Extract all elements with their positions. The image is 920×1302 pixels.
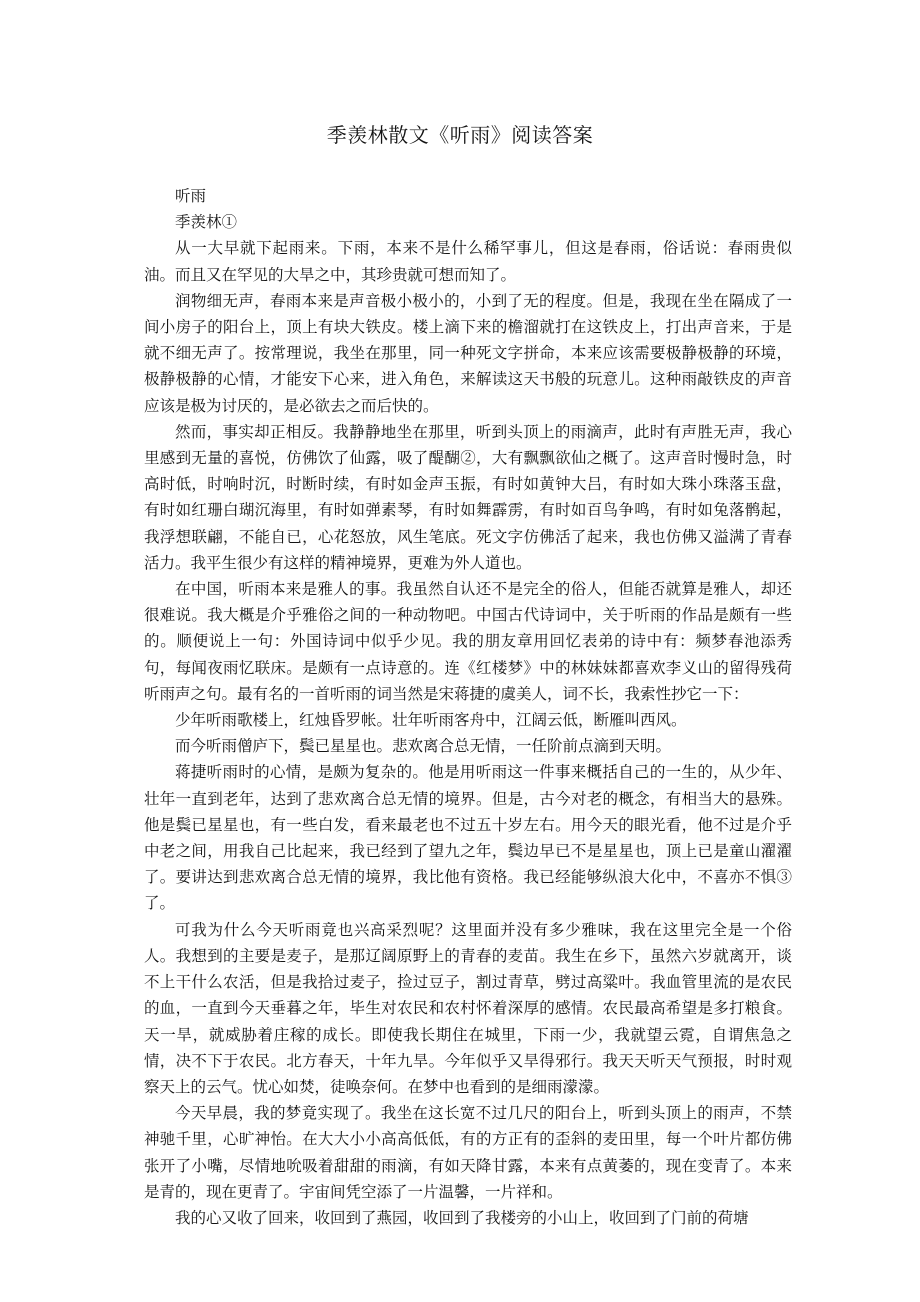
paragraph: 从一大早就下起雨来。下雨，本来不是什么稀罕事儿，但这是春雨，俗话说：春雨贵似油。而且又在罕见的大旱之中，其珍贵就可想而知了。	[144, 239, 792, 284]
paragraph: 然而，事实却正相反。我静静地坐在那里，听到头顶上的雨滴声，此时有声胜无声，我心里感到无量的喜悦，仿佛饮了仙露，吸了醍醐②，大有飘飘欲仙之概了。这声音时慢时急，时高时低，时响时沉，时断时续，有时如金声玉振，有时如黄钟大吕，有时如大珠小珠落玉盘，有时如红珊白瑚沉海里，有时如弹素琴，有时如舞霹雳，有时如百鸟争鸣，有时如兔落鹘起，我浮想联翩，不能自已，心花怒放，风生笔底。死文字仿佛活了起来，我也仿佛又溢满了青春活力。我平生很少有这样的精神境界，更难为外人道也。	[144, 422, 792, 572]
paragraph: 今天早晨，我的梦竟实现了。我坐在这长宽不过几尺的阳台上，听到头顶上的雨声，不禁神驰千里，心旷神怡。在大大小小高高低低，有的方正有的歪斜的麦田里，每一个叶片都仿佛张开了小嘴，尽情地吮吸着甜甜的雨滴，有如天降甘露，本来有点黄萎的，现在变青了。本来是青的，现在更青了。宇宙间凭空添了一片温馨，一片祥和。	[144, 1104, 792, 1201]
article-body	[144, 183, 792, 1231]
document-title: 季羡林散文《听雨》阅读答案	[326, 123, 594, 147]
paragraph: 在中国，听雨本来是雅人的事。我虽然自认还不是完全的俗人，但能否就算是雅人，却还很难说。我大概是介乎雅俗之间的一种动物吧。中国古代诗词中，关于听雨的作品是颇有一些的。顺便说上一句：外国诗词中似乎少见。我的朋友章用回忆表弟的诗中有：频梦春池添秀句，每闻夜雨忆联床。是颇有一点诗意的。连《红楼梦》中的林妹妹都喜欢李义山的留得残荷听雨声之句。最有名的一首听雨的词当然是宋蒋捷的虞美人，词不长，我索性抄它一下：	[144, 580, 792, 703]
essay-title: 听雨	[175, 187, 207, 205]
poem-line: 而今听雨僧庐下，鬓已星星也。悲欢离合总无情，一任阶前点滴到天明。	[175, 737, 672, 756]
paragraph: 润物细无声，春雨本来是声音极小极小的，小到了无的程度。但是，我现在坐在隔成了一间小房子的阳台上，顶上有块大铁皮。楼上滴下来的檐溜就打在这铁皮上，打出声音来，于是就不细无声了。按常理说，我坐在那里，同一种死文字拼命，本来应该需要极静极静的环境，极静极静的心情，才能安下心来，进入角色，来解读这天书般的玩意儿。这种雨敲铁皮的声音应该是极为讨厌的，是必欲去之而后快的。	[144, 291, 792, 415]
paragraph: 蒋捷听雨时的心情，是颇为复杂的。他是用听雨这一件事来概括自己的一生的，从少年、壮年一直到老年，达到了悲欢离合总无情的境界。但是，古今对老的概念，有相当大的悬殊。他是鬓已星星也，有一些白发，看来最老也不过五十岁左右。用今天的眼光看，他不过是介乎中老之间，用我自己比起来，我已经到了望九之年，鬓边早已不是星星也，顶上已是童山濯濯了。要讲达到悲欢离合总无情的境界，我比他有资格。我已经能够纵浪大化中，不喜亦不惧③了。	[144, 763, 792, 913]
author-line: 季羡林①	[175, 213, 238, 232]
poem-line: 少年听雨歌楼上，红烛昏罗帐。壮年听雨客舟中，江阔云低，断雁叫西风。	[175, 711, 687, 730]
paragraph: 我的心又收了回来，收回到了燕园，收回到了我楼旁的小山上，收回到了门前的荷塘	[175, 1208, 749, 1227]
paragraph: 可我为什么今天听雨竟也兴高采烈呢？这里面并没有多少雅味，我在这里完全是一个俗人。我想到的主要是麦子，是那辽阔原野上的青春的麦苗。我生在乡下，虽然六岁就离开，谈不上干什么农活，但是我拾过麦子，捡过豆子，割过青草，劈过高粱叶。我血管里流的是农民的血，一直到今天垂暮之年，毕生对农民和农村怀着深厚的感情。农民最高希望是多打粮食。天一旱，就威胁着庄稼的成长。即使我长期住在城里，下雨一少，我就望云霓，自谓焦急之情，决不下于农民。北方春天，十年九旱。今年似乎又旱得邪行。我天天听天气预报，时时观察天上的云气。忧心如焚，徒唤奈何。在梦中也看到的是细雨濛濛。	[144, 920, 792, 1096]
